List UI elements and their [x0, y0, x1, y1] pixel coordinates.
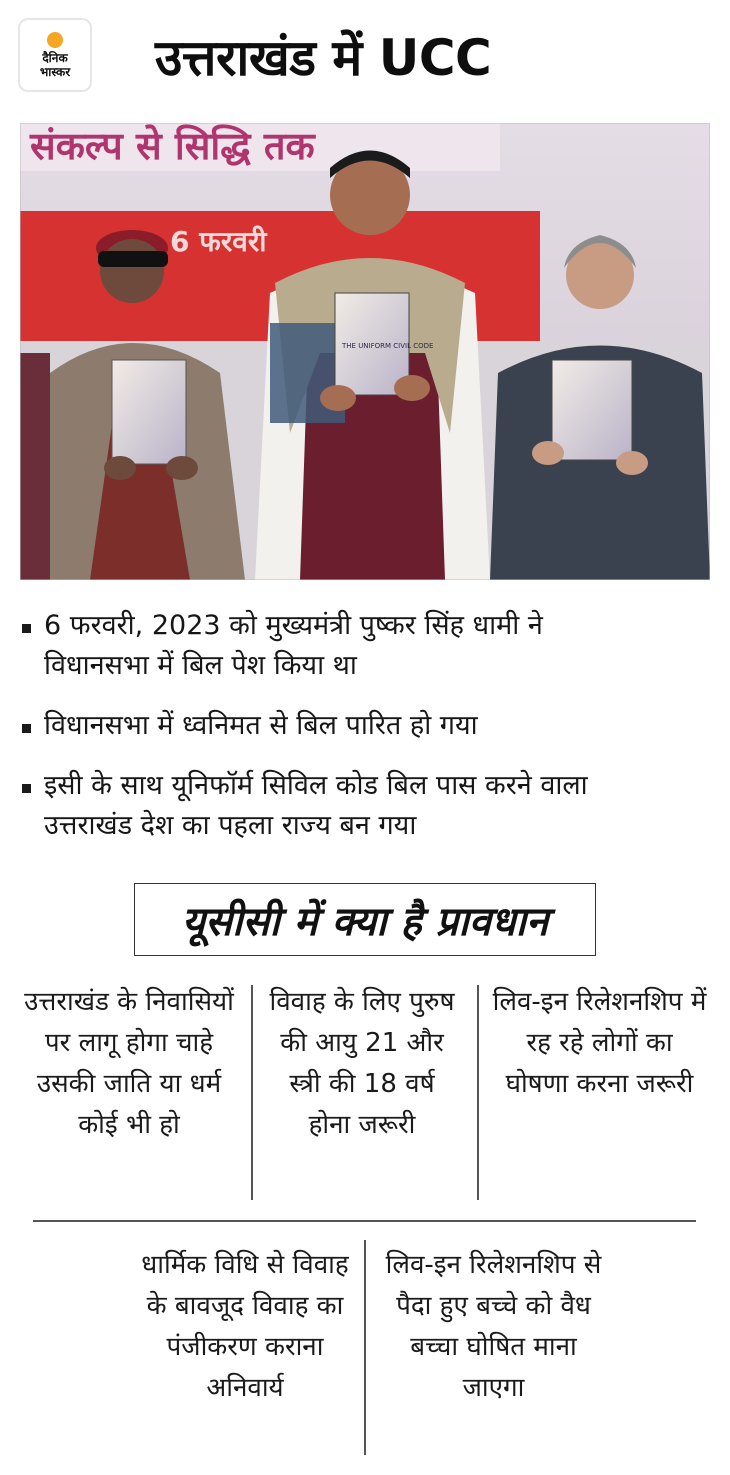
column-divider	[477, 985, 479, 1200]
bullet-text: इसी के साथ यूनिफॉर्म सिविल कोड बिल पास करने वाला उत्तराखंड देश का पहला राज्य बन गया	[44, 770, 588, 841]
backdrop-text-top: संकल्प से सिद्धि तक	[30, 124, 315, 168]
event-photo	[20, 123, 710, 580]
list-item	[22, 766, 712, 846]
provision-item: लिव-इन रिलेशनशिप से पैदा हुए बच्चे को वैध बच्चा घोषित माना जाएगा	[385, 1250, 602, 1403]
column-divider	[364, 1240, 366, 1455]
dainik-bhaskar-logo[interactable]	[18, 18, 92, 92]
section-title-box	[134, 883, 596, 956]
bullet-square-icon	[22, 724, 31, 733]
provision-item: धार्मिक विधि से विवाह के बावजूद विवाह का पंजीकरण कराना अनिवार्य	[141, 1250, 349, 1403]
list-item	[22, 606, 712, 686]
backdrop-text-mid: 6 फरवरी	[170, 225, 267, 258]
bullet-square-icon	[22, 624, 31, 633]
page-title: उत्तराखंड में UCC	[155, 29, 492, 87]
list-item	[22, 706, 712, 746]
logo-line-2: भास्कर	[39, 64, 71, 79]
sun-icon	[47, 32, 63, 48]
row-divider	[33, 1220, 696, 1222]
bullet-text: विधानसभा में ध्वनिमत से बिल पारित हो गया	[44, 710, 478, 741]
provision-item: उत्तराखंड के निवासियों पर लागू होगा चाहे उसकी जाति या धर्म कोई भी हो	[24, 987, 234, 1140]
bullet-text: 6 फरवरी, 2023 को मुख्यमंत्री पुष्कर सिंह धामी ने विधानसभा में बिल पेश किया था	[44, 610, 543, 681]
logo-line-1: दैनिक	[42, 50, 68, 65]
provision-item: लिव-इन रिलेशनशिप में रह रहे लोगों का घोषणा करना जरूरी	[492, 987, 707, 1099]
key-points-list	[22, 606, 712, 866]
book-title: THE UNIFORM CIVIL CODE	[342, 342, 434, 350]
bullet-square-icon	[22, 784, 31, 793]
section-title: यूसीसी में क्या है प्रावधान	[181, 899, 549, 945]
column-divider	[251, 985, 253, 1200]
provision-item: विवाह के लिए पुरुष की आयु 21 और स्त्री की 18 वर्ष होना जरूरी	[269, 987, 455, 1140]
